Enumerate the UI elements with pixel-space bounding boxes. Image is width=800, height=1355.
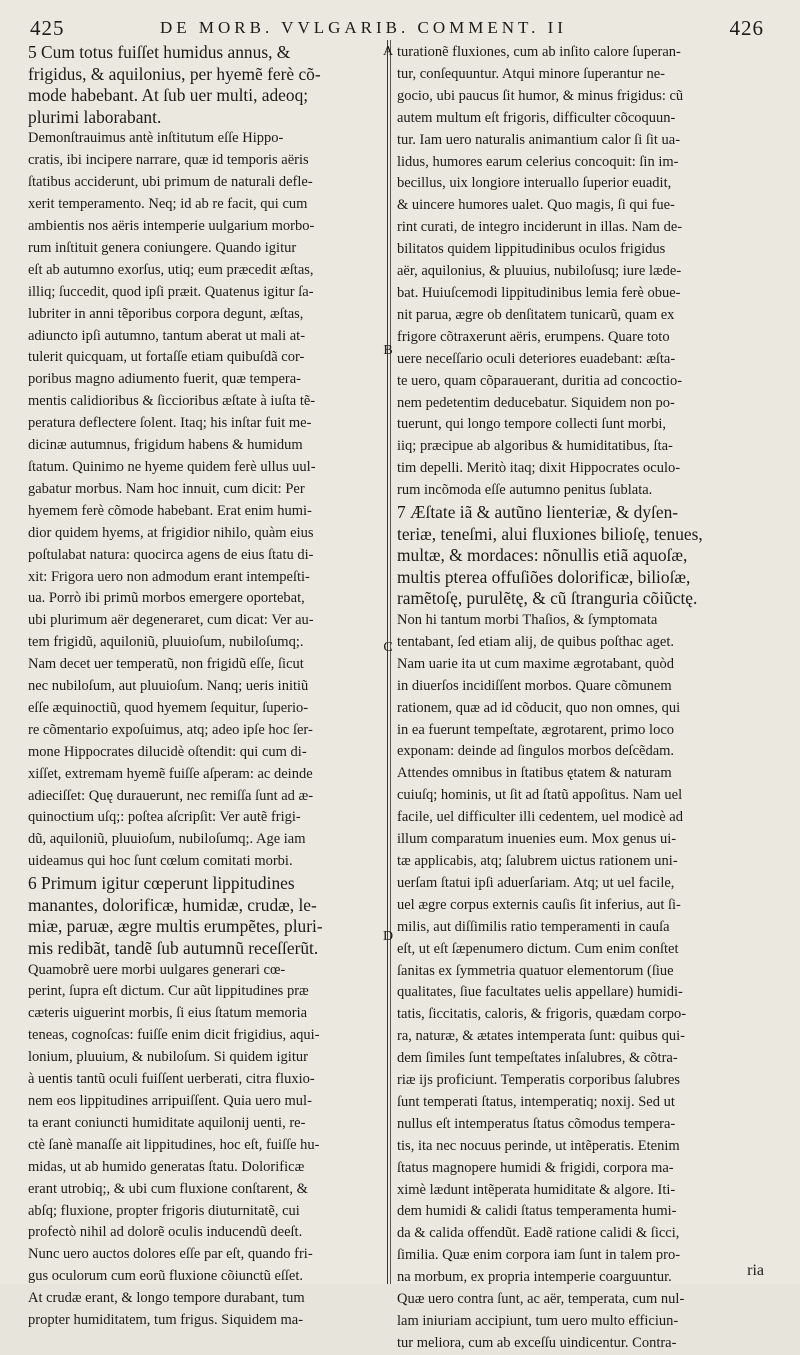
left-text-column xyxy=(28,42,380,1332)
text-line: mentis calidioribus & ſiccioribus æſtate à iuſta tẽ- xyxy=(28,393,316,410)
text-line: na morbum, ex propria intemperie coarguuntur. xyxy=(397,1269,672,1286)
text-line: midas, ut ab humido generatas ſtatu. Dolorificæ xyxy=(28,1158,305,1175)
text-line: ximè lædunt intẽperata humiditate & algore. Iti- xyxy=(397,1181,676,1198)
text-line: poribus magno adiumento fuerit, quæ tempera- xyxy=(28,371,302,388)
text-line: Non hi tantum morbi Thaſios, & ſymptomata xyxy=(397,612,658,628)
text-line: mone Hippocrates dilucidè oſtendit: qui cum di- xyxy=(28,743,307,760)
text-line: poſtulabat natura: quocirca agens de eius ſtatu di- xyxy=(28,546,314,563)
text-line: da & calida offendũt. Eadẽ ratione calidi & ſicci, xyxy=(397,1225,680,1242)
text-line: lidus, humores earum celerius concoquit: ſin im- xyxy=(397,153,679,170)
text-line: nem eos lippitudines arripuiſſent. Quia uero mul- xyxy=(28,1093,312,1109)
text-line: Attendes omnibus in ſtatibus ętatem & naturam xyxy=(397,765,672,782)
text-line: riæ ijs proficiunt. Temperatis corporibus ſalubres xyxy=(397,1072,681,1089)
text-line: profectò nihil ad dolorẽ oculis inducendũ deeſt. xyxy=(28,1224,303,1241)
text-line: ſtatibus acciderunt, ubi primum de naturali defle- xyxy=(28,174,313,191)
text-line: uerſam ſtatui ipſi aduerſariam. Atq; ut uel facile, xyxy=(397,874,675,891)
text-line: te uero, quam cõparauerant, duritia ad concoctio- xyxy=(397,372,683,389)
text-line: teneas, cognoſcas: fuiſſe enim dicit frigidius, aqui- xyxy=(28,1027,320,1044)
text-line: lam iniuriam accipiunt, tum uero multo efficiun- xyxy=(397,1313,679,1329)
page-header xyxy=(0,0,800,40)
text-line: xiſſet, extremam hyemẽ fuiſſe aſperam: ac deinde xyxy=(28,765,313,782)
page-number-right: 426 xyxy=(729,16,764,40)
text-line: tæ applicabis, atq; ſalubrem uictus rationem uni- xyxy=(397,852,678,869)
text-line: 5 Cum totus fuiſſet humidus annus, & xyxy=(28,42,291,62)
text-line: xit: Frigora uero non admodum erant intempeſti- xyxy=(28,568,310,585)
text-line: nec nubiloſum, aut pluuioſum. Nanq; ueris initiũ xyxy=(28,678,309,695)
text-line: uere neceſſario oculi deteriores euadebant: æſta- xyxy=(397,350,676,367)
text-line: ubi plurimum aër degeneraret, cum dicat: Ver au- xyxy=(28,612,314,629)
text-line: gabatur morbus. Nam hoc innuit, cum dicit: Per xyxy=(28,480,305,497)
text-line: bilitatos quidem lippitudinibus oculos frigidus xyxy=(397,241,666,258)
text-line: ſunt temperati ſtatus, intemperatiq; noxij. Sed ut xyxy=(397,1093,675,1110)
text-line: miæ, paruæ, ægre multis erumpẽtes, pluri- xyxy=(28,916,323,937)
lemma-paragraph xyxy=(28,42,380,128)
text-line: illum comparatum inuenies eum. Mox genus ui- xyxy=(397,831,677,848)
text-line: bat. Huiuſcemodi lippitudinibus lemia ferè obue- xyxy=(397,284,681,301)
text-line: tentabant, ſed etiam alij, de quibus poſthac aget. xyxy=(397,633,675,650)
margin-letter-b: B xyxy=(383,343,393,358)
text-line: Quamobrẽ uere morbi uulgares generari cœ- xyxy=(28,961,286,978)
text-line: rum inſtituit genera coniungere. Quando igitur xyxy=(28,239,297,256)
text-line: multis pterea offuſiões dolorificæ, bilioſæ, xyxy=(397,566,691,587)
text-line: uel ægre corpus externis cauſis ſit inferius, aut ſi- xyxy=(397,896,681,913)
text-line: illiq; ſuccedit, quod ipſi præit. Quatenus igitur ſa- xyxy=(28,283,314,300)
text-line: lonium, pluuium, & nubiloſum. Si quidem igitur xyxy=(28,1049,308,1066)
text-line: tur. Iam uero naturalis animantium calor ſi ſit ua- xyxy=(397,131,681,148)
text-line: autem multum eſt frigoris, difficulter cõcoquun- xyxy=(397,109,676,126)
text-line: ſanitas ex ſymmetria quatuor elementorum (ſiue xyxy=(397,962,674,979)
text-line: qualitates, ſiue facultates uelis appellare) humidi- xyxy=(397,984,683,1001)
text-line: in diuerſos incidiſſent morbos. Quare cõmunem xyxy=(397,677,672,694)
text-line: ta erant coniuncti humiditate aquilonij uenti, re- xyxy=(28,1114,306,1131)
text-line: rationem, quæ ad id cõducit, quo non omnes, qui xyxy=(397,699,681,716)
text-line: dũ, aquiloniũ, pluuioſum, nubiloſumq;. Age iam xyxy=(28,831,306,848)
text-line: hyemem ferè cõmode habebant. Erat enim humi- xyxy=(28,502,312,519)
text-line: dem ſimiles ſunt tempeſtates inſalubres, & cõtra- xyxy=(397,1050,678,1067)
text-line: in ea fuerunt tempeſtate, ægrotarent, primo loco xyxy=(397,721,675,738)
commentary-paragraph xyxy=(397,610,782,1355)
text-line: nit parua, ægre ob denſitatem tunicarũ, quam ex xyxy=(397,306,675,323)
text-line: gus oculorum cum eorũ fluxione cõiunctũ eſſet. xyxy=(28,1268,304,1285)
text-line: rint curati, de integro inciderunt in illas. Nam de- xyxy=(397,219,683,236)
text-line: cratis, ibi incipere narrare, quæ id temporis aëris xyxy=(28,152,309,169)
text-line: At crudæ erant, & longo tempore durabant, tum xyxy=(28,1290,305,1307)
text-line: & uincere humores ualet. Quo magis, ſi qui fue- xyxy=(397,197,675,214)
text-line: rum incõmoda eſſe autumno penitus ſublata. xyxy=(397,482,653,499)
lemma-paragraph xyxy=(28,873,380,959)
catchword: ria xyxy=(747,1262,764,1279)
column-rule xyxy=(387,40,388,1284)
text-line: Nam decet uer temperatũ, non frigidũ eſſe, ſicut xyxy=(28,656,304,673)
text-line: tem frigidũ, aquiloniũ, pluuioſum, nubiloſumq;. xyxy=(28,634,304,651)
text-line: ſtatus magnopere humidi & frigidi, corpora ma- xyxy=(397,1159,674,1176)
text-line: iiq; præcipue ab algoribus & humiditatibus, ſta- xyxy=(397,438,673,455)
right-text-column xyxy=(397,42,782,1355)
text-line: eſt, ut eſt ſæpenumero dictum. Cum enim conſtet xyxy=(397,940,679,957)
text-line: erant utrobiq;, & ubi cum fluxione conſtarent, & xyxy=(28,1180,308,1197)
text-line: dicinæ autumnus, frigidum habens & humidum xyxy=(28,437,303,454)
commentary-paragraph xyxy=(28,960,380,1332)
commentary-paragraph xyxy=(397,42,782,502)
running-title: DE MORB. VVLGARIB. COMMENT. II xyxy=(160,18,567,37)
text-line: nem pedetentim deducebatur. Siquidem non po- xyxy=(397,394,675,411)
text-line: mis redibãt, tandẽ ſub autumnũ receſſerũt. xyxy=(28,937,319,958)
text-line: ſtatum. Quinimo ne hyeme quidem ferè ullus uul- xyxy=(28,458,316,475)
commentary-paragraph xyxy=(28,128,380,873)
text-line: eſſe æquinoctiũ, quod hyemem ſequitur, ſuperio- xyxy=(28,699,309,716)
text-line: re cõmentario expoſuimus, atq; adeo ipſe hoc ſer- xyxy=(28,721,313,738)
text-line: tur, conſequuntur. Atqui minore ſuperantur ne- xyxy=(397,65,666,82)
text-line: becillus, uix longiore interuallo ſuperior euadit, xyxy=(397,175,672,192)
text-line: dior quidem hyems, at frigidior nihilo, quàm eius xyxy=(28,524,314,541)
text-line: facile, uel difficulter illi cedentem, uel modicè ad xyxy=(397,809,683,826)
text-line: mode habebant. At ſub uer multi, adeoq; xyxy=(28,85,309,106)
text-line: Nam uarie ita ut cum maxime ægrotabant, quòd xyxy=(397,655,675,672)
text-line: Demonſtrauimus antè inſtitutum eſſe Hippo- xyxy=(28,130,284,147)
text-line: ſimilia. Quæ enim corpora iam ſunt in talem pro- xyxy=(397,1247,681,1264)
text-line: uideamus qui hoc ſunt cœlum comitati morbi. xyxy=(28,853,293,870)
margin-letter-a: A xyxy=(382,44,394,59)
text-line: ctè ſanè manaſſe ait lippitudines, hoc eſt, fuiſſe hu- xyxy=(28,1136,320,1153)
text-line: Nunc uero auctos dolores eſſe par eſt, quando fri- xyxy=(28,1246,313,1263)
text-line: peratura deflectere ſolent. Itaq; his inſtar fuit me- xyxy=(28,415,312,432)
text-line: tis, ita nec nocuus perinde, ut intẽperatis. Etenim xyxy=(397,1137,680,1154)
text-line: nullus eſt intemperatus ſtatus cõmodus tempera- xyxy=(397,1115,676,1132)
text-line: tatis, ſiccitatis, caloris, & frigoris, quædam corpo- xyxy=(397,1006,687,1023)
text-line: Quæ uero contra ſunt, ac aër, temperata, cum nul- xyxy=(397,1291,685,1308)
text-line: dem humidi & calidi ſtatus temperamenta humi- xyxy=(397,1203,677,1220)
text-line: 6 Primum igitur cœperunt lippitudines xyxy=(28,873,295,894)
text-line: propter humiditatem, tum frigus. Siquidem ma- xyxy=(28,1312,304,1329)
text-line: quinoctium uſq;: poſtea aſcripſit: Ver autẽ frigi- xyxy=(28,809,301,826)
text-line: tur meliora, cum ab exceſſu uindicentur. Contra- xyxy=(397,1334,677,1351)
text-line: tim depelli. Meritò itaq; dixit Hippocrates oculo- xyxy=(397,460,681,477)
text-line: plurimi laborabant. xyxy=(28,106,162,127)
text-line: tulerit quicquam, ut fortaſſe etiam quibuſdã cor- xyxy=(28,349,305,366)
margin-letter-d: D xyxy=(382,929,394,944)
text-line: ra, naturæ, & ætates intemperata ſunt: quibus qui- xyxy=(397,1028,685,1045)
text-line: 7 Æſtate iã & autũno lienteriæ, & dyſen- xyxy=(397,502,679,523)
text-line: aër, aquilonius, & pluuius, nubiloſusq; iure læde- xyxy=(397,263,682,280)
text-line: xerit temperamento. Neq; id ab re facit, qui cum xyxy=(28,196,308,213)
text-line: ramẽtoſę, purulẽtę, & cũ ſtranguria cõiũctę. xyxy=(397,588,698,609)
text-line: teriæ, teneſmi, alui fluxiones bilioſę, tenues, xyxy=(397,523,703,544)
margin-letter-c: C xyxy=(383,640,393,655)
text-line: multæ, & mordaces: nõnullis etiã aquoſæ, xyxy=(397,545,688,566)
text-line: tuerunt, qui longo tempore collecti ſunt morbi, xyxy=(397,416,667,433)
text-line: ambientis nos aëris intemperie uulgarium morbo- xyxy=(28,218,315,234)
text-line: perint, ſupra eſt dictum. Cur aũt lippitudines præ xyxy=(28,983,309,1000)
text-line: cæteris uiguerint morbis, ſi eius ſtatum memoria xyxy=(28,1005,308,1022)
text-line: adiuncto ipſi autumno, tantum aberat ut mali at- xyxy=(28,327,306,344)
text-line: manantes, dolorificæ, humidæ, crudæ, le- xyxy=(28,894,317,915)
column-rule-inner xyxy=(390,40,391,1284)
text-line: turationẽ fluxiones, cum ab inſito calore ſuperan- xyxy=(397,44,681,60)
text-line: à uentis tantũ oculi fuiſſent uerberati, citra fluxio- xyxy=(28,1071,315,1088)
text-line: lubriter in anni tẽporibus corpora degunt, æſtas, xyxy=(28,305,304,322)
text-line: adieciſſet: Quę durauerunt, nec remiſſa ſunt ad æ- xyxy=(28,787,314,804)
text-line: milis, aut diſſimilis ratio temperamenti in cauſa xyxy=(397,918,670,935)
text-line: ua. Porrò ibi primũ morbos emergere oportebat, xyxy=(28,590,305,607)
text-line: frigore cõtraxerunt aëris, erumpens. Quare toto xyxy=(397,328,670,345)
page-number-left: 425 xyxy=(30,16,65,40)
text-line: eſt ab autumno exorſus, utiq; eum præcedit æſtas, xyxy=(28,261,314,278)
text-line: frigidus, & aquilonius, per hyemẽ ferè cõ- xyxy=(28,63,321,84)
text-line: abſq; fluxione, propter frigoris diuturnitatẽ, cui xyxy=(28,1202,300,1219)
text-line: exponam: deinde ad ſingulos morbos deſcẽdam. xyxy=(397,743,675,760)
text-line: cuiuſq; hominis, ut ſit ad ſtatũ appoſitus. Nam uel xyxy=(397,787,683,804)
text-line: gocio, ubi paucus ſit humor, & minus frigidus: cũ xyxy=(397,87,684,104)
lemma-paragraph xyxy=(397,502,782,610)
